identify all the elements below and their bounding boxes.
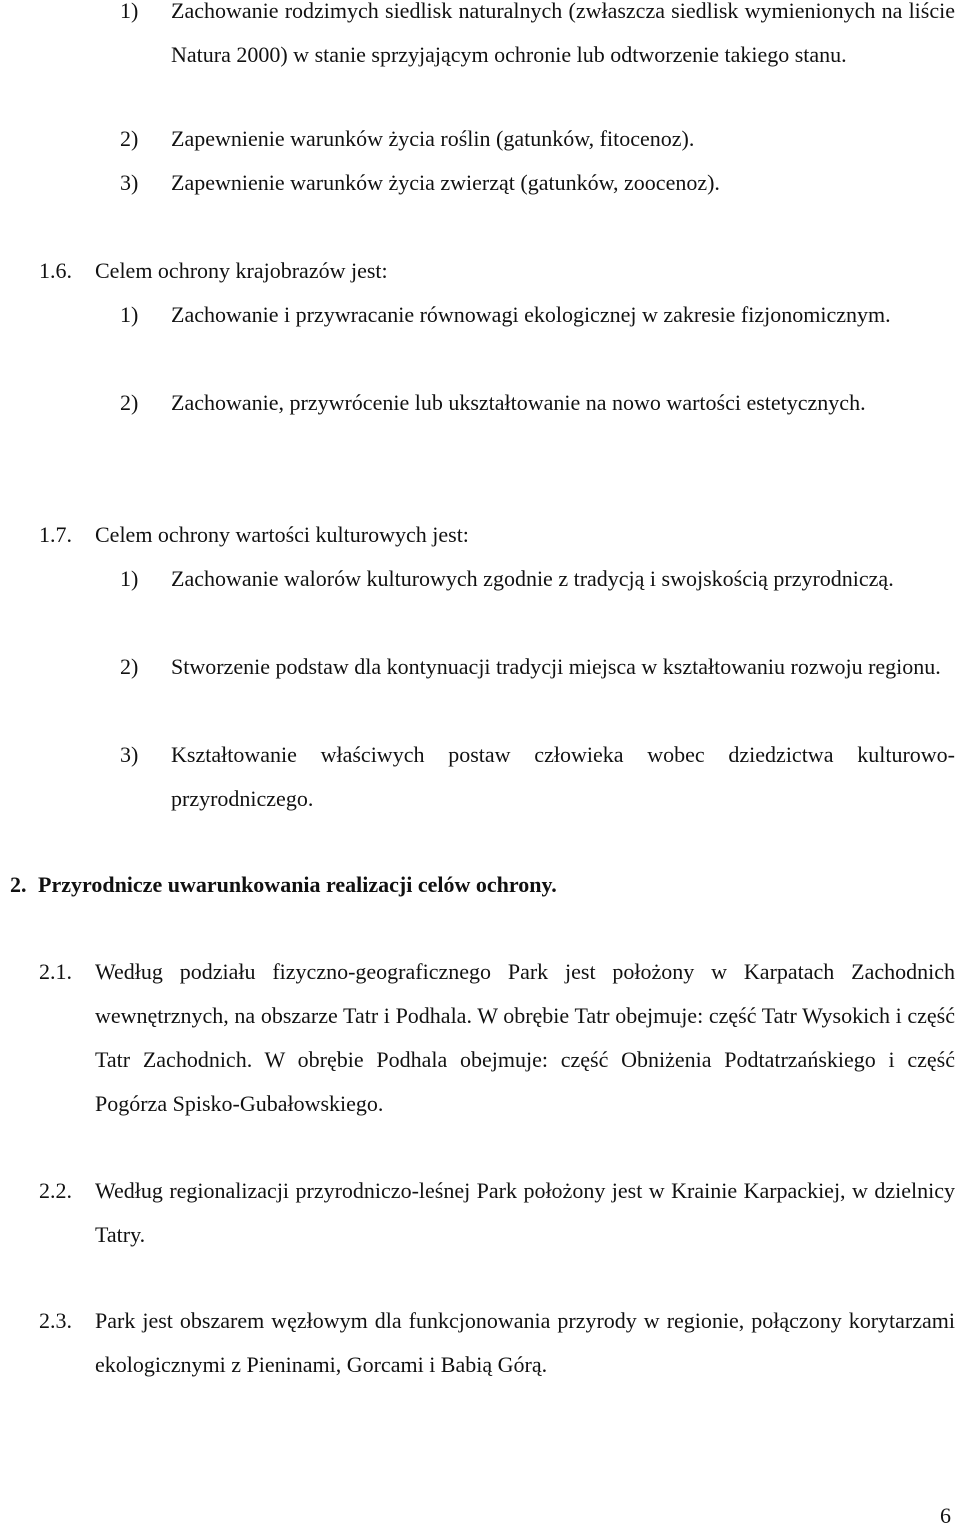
list-item-text: Zachowanie rodzimych siedlisk naturalnych (zwłaszcza siedlisk wymienionych na liście Natura 2000) w stanie sprzyjającym ochronie lub odtworzenie takiego stanu.: [171, 0, 955, 67]
list-item-number: 3): [120, 170, 139, 195]
section-number: 2.: [10, 872, 27, 897]
section-title: Przyrodnicze uwarunkowania realizacji celów ochrony.: [38, 872, 557, 897]
section-text: Celem ochrony wartości kulturowych jest:: [95, 522, 469, 547]
page-number: 6: [940, 1503, 951, 1528]
section-number: 1.6.: [39, 258, 72, 283]
list-item-text: Zachowanie walorów kulturowych zgodnie z tradycją i swojskością przyrodniczą.: [171, 566, 894, 591]
section-2-heading: [10, 863, 557, 907]
section-2-1: [39, 950, 955, 1126]
list-item-number: 3): [120, 742, 139, 767]
list-item: [120, 293, 955, 337]
list-item: [120, 0, 955, 77]
section-number: 2.1.: [39, 959, 72, 984]
section-number: 1.7.: [39, 522, 72, 547]
section-number: 2.3.: [39, 1308, 72, 1333]
list-item-text: Kształtowanie właściwych postaw człowieka wobec dziedzictwa kulturowo-przyrodniczego.: [171, 742, 955, 811]
list-item-number: 1): [120, 302, 139, 327]
list-item: [120, 161, 955, 205]
list-item-text: Stworzenie podstaw dla kontynuacji tradycji miejsca w kształtowaniu rozwoju regionu.: [171, 654, 941, 679]
section-number: 2.2.: [39, 1178, 72, 1203]
list-item: [120, 645, 955, 689]
list-item: [120, 557, 955, 601]
list-item: [120, 117, 955, 161]
section-text: Według podziału fizyczno-geograficznego Park jest położony w Karpatach Zachodnich wewnętrznych, na obszarze Tatr i Podhala. W obrębie Tatr obejmuje: część Tatr Wysokich i część Tatr Zachodnich. W obrębie Podhala obejmuje: część Obniżenia Podtatrzańskiego i część Pogórza Spisko-Gubałowskiego.: [95, 959, 955, 1116]
list-item: [120, 381, 955, 425]
list-item-text: Zapewnienie warunków życia zwierząt (gatunków, zoocenoz).: [171, 170, 720, 195]
section-1-6-heading: [39, 249, 955, 293]
list-item-number: 2): [120, 126, 139, 151]
section-2-2: [39, 1169, 955, 1257]
list-item-number: 1): [120, 0, 139, 23]
section-1-7-heading: [39, 513, 955, 557]
list-item-number: 1): [120, 566, 139, 591]
section-text: Celem ochrony krajobrazów jest:: [95, 258, 388, 283]
section-text: Park jest obszarem węzłowym dla funkcjonowania przyrody w regionie, połączony korytarzami ekologicznymi z Pieninami, Gorcami i Babią Górą.: [95, 1308, 955, 1377]
list-item-text: Zapewnienie warunków życia roślin (gatunków, fitocenoz).: [171, 126, 695, 151]
list-item-number: 2): [120, 390, 139, 415]
section-text: Według regionalizacji przyrodniczo-leśnej Park położony jest w Krainie Karpackiej, w dzielnicy Tatry.: [95, 1178, 955, 1247]
list-item-number: 2): [120, 654, 139, 679]
list-item: [120, 733, 955, 821]
list-item-text: Zachowanie i przywracanie równowagi ekologicznej w zakresie fizjonomicznym.: [171, 302, 891, 327]
list-item-text: Zachowanie, przywrócenie lub ukształtowanie na nowo wartości estetycznych.: [171, 390, 866, 415]
section-2-3: [39, 1299, 955, 1387]
